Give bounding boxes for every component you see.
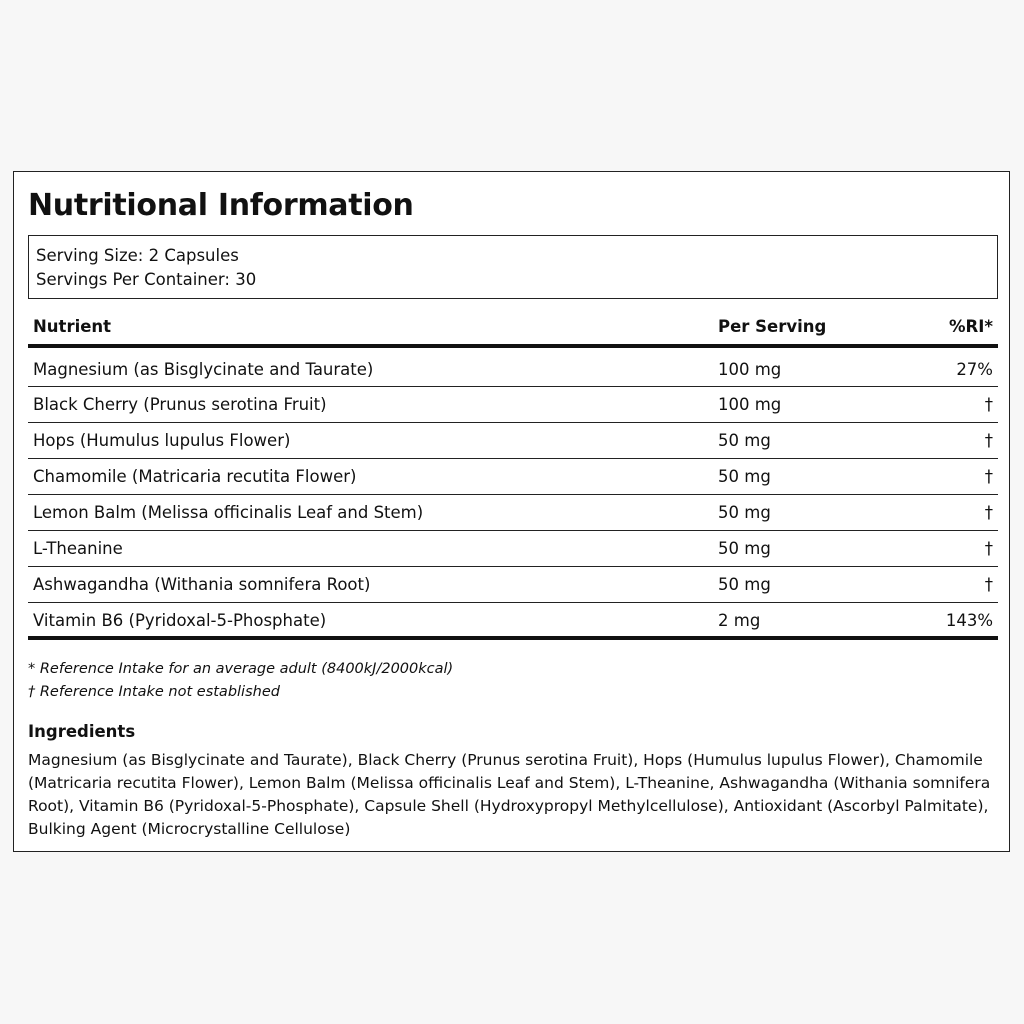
ri-value: † [984,539,993,558]
ri-value: 143% [945,611,993,630]
table-row [28,603,998,640]
per-serving-value: 50 mg [718,539,771,558]
nutrient-name: Lemon Balm (Melissa officinalis Leaf and Stem) [33,503,424,522]
nutrient-table [28,309,998,640]
ingredients-heading: Ingredients [28,722,136,741]
ri-value: † [984,431,993,450]
nutrient-name: L-Theanine [33,539,123,558]
servings-per-container: Servings Per Container: 30 [36,270,257,289]
nutrition-panel [13,171,1010,852]
ri-value: † [984,395,993,414]
serving-size: Serving Size: 2 Capsules [36,246,239,265]
table-row [28,495,998,531]
ri-value: 27% [956,360,993,379]
nutrient-name: Hops (Humulus lupulus Flower) [33,431,291,450]
header-nutrient: Nutrient [33,317,112,336]
per-serving-value: 50 mg [718,575,771,594]
footnote-reference-intake: * Reference Intake for an average adult (8400kJ/2000kcal) [28,661,454,677]
per-serving-value: 100 mg [718,395,782,414]
per-serving-value: 50 mg [718,431,771,450]
serving-info-box [28,235,998,299]
per-serving-value: 100 mg [718,360,782,379]
footnote-not-established: † Reference Intake not established [28,684,280,700]
table-header-row [28,309,998,348]
ri-value: † [984,467,993,486]
table-row [28,531,998,567]
table-row [28,423,998,459]
page-title: Nutritional Information [28,188,414,223]
nutrient-name: Black Cherry (Prunus serotina Fruit) [33,395,327,414]
nutrient-name: Chamomile (Matricaria recutita Flower) [33,467,357,486]
table-row [28,459,998,495]
per-serving-value: 2 mg [718,611,761,630]
ingredients-text: Magnesium (as Bisglycinate and Taurate), Black Cherry (Prunus serotina Fruit), Hops (Humulus lupulus Flower), Chamomile (Matricaria recutita Flower), Lemon Balm (Melissa officinalis Leaf and Stem), L-Theanine, Ashwagandha (Withania somnifera Root), Vitamin B6 (Pyridoxal-5-Phosphate), Capsule Shell (Hydroxypropyl Methylcellulose), Antioxidant (Ascorbyl Palmitate), Bulking Agent (Microcrystalline Cellulose) [28,751,991,838]
table-row [28,387,998,423]
per-serving-value: 50 mg [718,467,771,486]
nutrient-name: Vitamin B6 (Pyridoxal-5-Phosphate) [33,611,327,630]
nutrient-name: Magnesium (as Bisglycinate and Taurate) [33,360,374,379]
ri-value: † [984,503,993,522]
footnotes [28,658,453,704]
header-ri: %RI* [948,317,993,336]
header-per-serving: Per Serving [718,317,827,336]
nutrient-name: Ashwagandha (Withania somnifera Root) [33,575,371,594]
table-row [28,567,998,603]
per-serving-value: 50 mg [718,503,771,522]
table-row [28,348,998,387]
ri-value: † [984,575,993,594]
